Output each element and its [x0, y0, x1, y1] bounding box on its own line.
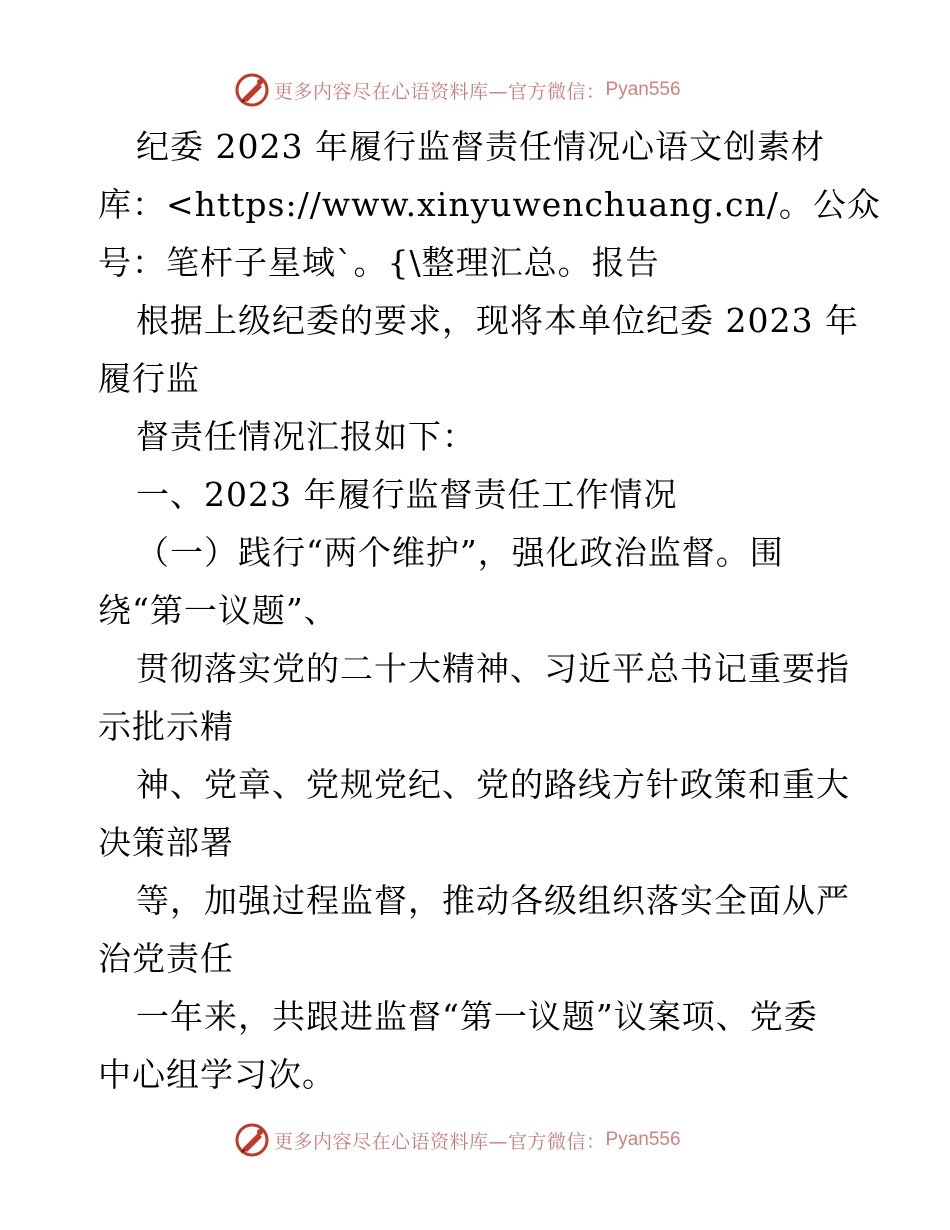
watermark-footer — [234, 1120, 681, 1160]
paragraph-line: 库：<https://www.xinyuwenchuang.cn/。公众 — [98, 185, 881, 224]
paragraph-line: 纪委 2023 年履行监督责任情况心语文创素材 — [136, 127, 825, 166]
paragraph-line: 神、党章、党规党纪、党的路线方针政策和重大 — [136, 765, 850, 804]
paragraph-line: 履行监 — [98, 359, 200, 398]
paragraph-line: 治党责任 — [98, 939, 234, 978]
document-body — [98, 118, 898, 1104]
section-heading: 一、2023 年履行监督责任工作情况 — [136, 475, 678, 514]
paragraph-line: 督责任情况汇报如下： — [136, 417, 476, 456]
pen-logo-icon — [234, 72, 270, 108]
watermark-text: 更多内容尽在心语资料库—官方微信： — [274, 1130, 606, 1153]
watermark-wechat-id: Pyan556 — [605, 79, 681, 100]
paragraph-line: 决策部署 — [98, 823, 234, 862]
watermark-header — [234, 70, 681, 110]
watermark-text: 更多内容尽在心语资料库—官方微信： — [274, 80, 606, 103]
paragraph-line: 号：笔杆子星域`。{\整理汇总。报告 — [98, 243, 660, 282]
paragraph-line: 根据上级纪委的要求，现将本单位纪委 2023 年 — [136, 301, 859, 340]
watermark-wechat-id: Pyan556 — [605, 1129, 681, 1150]
paragraph-line: 绕“第一议题”、 — [98, 591, 338, 630]
paragraph-line: 一年来，共跟进监督“第一议题”议案项、党委 — [136, 997, 818, 1036]
paragraph-line: 贯彻落实党的二十大精神、习近平总书记重要指 — [136, 649, 850, 688]
paragraph-line: 中心组学习次。 — [98, 1055, 336, 1094]
pen-logo-icon — [234, 1122, 270, 1158]
paragraph-line: 等，加强过程监督，推动各级组织落实全面从严 — [136, 881, 850, 920]
paragraph-line: 示批示精 — [98, 707, 234, 746]
paragraph-line: （一）践行“两个维护”，强化政治监督。围 — [136, 533, 784, 572]
